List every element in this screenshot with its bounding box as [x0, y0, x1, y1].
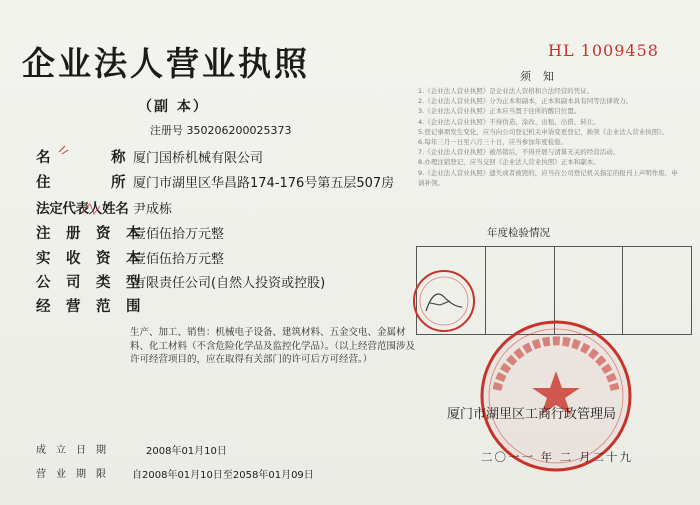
- registered-capital-value: 壹佰伍拾万元整: [133, 227, 225, 242]
- notice-item: 3.《企业法人营业执照》正本应当置于住所的醒目位置。: [418, 107, 581, 116]
- notice-item: 1.《企业法人营业执照》是企业法人资格和合法经营的凭证。: [418, 87, 594, 95]
- notice-item: 4.《企业法人营业执照》不得伪造、涂改、出租、出借、转让。: [418, 117, 600, 126]
- annual-inspection-title: 年度检验情况: [487, 227, 550, 239]
- issuing-authority: 厦门市湖里区工商行政管理局: [447, 407, 617, 422]
- business-scope-text: 生产、加工、销售：机械电子设备、建筑材料、五金交电、金属材料、化工材料（不含危险化学品及监控化学品）。（以上经营范围涉及许可经营项目的，应在取得有关部门的许可后方可经营。）: [130, 327, 416, 365]
- term-value: 自2008年01月10日至2058年01月09日: [132, 470, 314, 481]
- inspection-stamp-icon: [410, 267, 478, 335]
- established-label: 成立日期: [36, 445, 116, 456]
- notice-title: 须知: [520, 70, 566, 83]
- address-value: 厦门市湖里区华昌路174-176号第五层507房: [133, 176, 395, 191]
- registered-capital-label: 注 册 资 本: [36, 226, 141, 242]
- notice-item: 9.《企业法人营业执照》遗失或者被毁的，应当在公司登记机关指定的报刊上声明作废，申请补领。: [418, 168, 678, 187]
- serial-number: HL 1009458: [548, 41, 659, 60]
- notice-item: 6.每年三月一日至六月三十日，应当参加年度检验。: [418, 138, 568, 147]
- red-pen-mark-icon: [80, 200, 104, 220]
- legal-rep-label: 法定代表人姓名: [36, 201, 129, 217]
- address-label: 住 所: [36, 175, 126, 191]
- issue-date: 二〇一一 年 二 月二十九: [481, 450, 633, 464]
- notice-item: 7.《企业法人营业执照》被吊销后，不得开展与清算无关的经营活动。: [418, 148, 620, 157]
- established-value: 2008年01月10日: [146, 446, 227, 457]
- term-label: 营业期限: [36, 469, 116, 480]
- name-label: 名 称: [36, 150, 126, 166]
- company-type-value: 有限责任公司(自然人投资或控股): [133, 276, 326, 291]
- name-value: 厦门国桥机械有限公司: [133, 151, 264, 166]
- notice-item: 2.《企业法人营业执照》分为正本和副本，正本和副本具有同等法律效力。: [418, 97, 633, 106]
- license-title: 企业法人营业执照: [22, 44, 310, 83]
- red-pen-mark-icon: [56, 142, 76, 162]
- notice-item: 8.办理注销登记，应当交回《企业法人营业执照》正本和副本。: [418, 158, 600, 167]
- registration-number: [150, 122, 291, 138]
- reg-no-label: 注册号: [150, 124, 183, 137]
- reg-no-value: 350206200025373: [186, 124, 292, 137]
- paid-capital-value: 壹佰伍拾万元整: [133, 252, 225, 267]
- notice-list: [418, 86, 680, 188]
- company-type-label: 公 司 类 型: [36, 275, 141, 291]
- legal-rep-value: 尹成栋: [133, 202, 173, 217]
- copy-label: （副 本）: [138, 99, 209, 115]
- notice-item: 5.登记事项发生变化，应当向公司登记机关申请变更登记，换领《企业法人营业执照》。: [418, 127, 668, 136]
- business-scope-label: 经 营 范 围: [36, 299, 141, 315]
- paid-capital-label: 实 收 资 本: [36, 251, 141, 267]
